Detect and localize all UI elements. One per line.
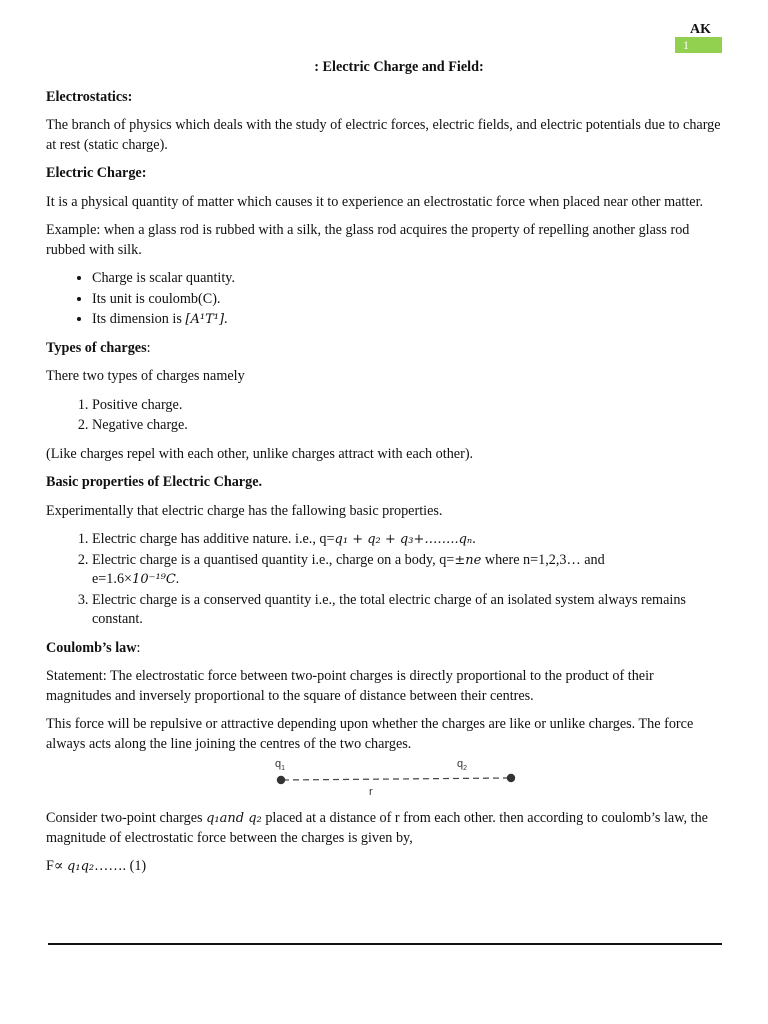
paragraph-coulomb-direction: This force will be repulsive or attractive depending upon whether the charges are like or unlike charges. The force always acts along the line joining the centres of the two charges. — [46, 716, 694, 752]
label-q2 — [457, 758, 467, 772]
heading-suffix: : — [136, 639, 141, 656]
header-author: AK — [690, 22, 711, 37]
paragraph-charge-definition: It is a physical quantity of matter which causes it to experience an electrostatic force when placed near other matter. — [46, 193, 704, 210]
list-item: • Charge is scalar quantity. — [92, 269, 722, 289]
list-item — [92, 530, 722, 550]
label-q2-letter: q — [457, 758, 464, 770]
charge-bullet-list — [46, 269, 722, 330]
electron-charge-formula: 10⁻¹⁹C. — [132, 572, 180, 587]
label-q1-sub: 1 — [281, 765, 286, 772]
document-body — [46, 58, 722, 886]
heading-suffix: : — [146, 339, 151, 356]
paragraph-electrostatics: The branch of physics which deals with the study of electric forces, electric fields, and electric potentials due to charge at rest (static charge). — [46, 117, 721, 153]
list-item-end: . — [224, 311, 228, 327]
equation-1 — [46, 857, 722, 877]
list-item — [92, 551, 722, 590]
paragraph-coulomb-statement: Statement: The electrostatic force between two-point charges is directly proportional to the product of their magnitudes and inversely proportional to the square of distance between their centres. — [46, 668, 654, 704]
charge-separation-figure — [271, 755, 531, 801]
heading-electrostatics: Electrostatics: — [46, 88, 133, 105]
page-number-badge: 1 — [675, 37, 722, 53]
heading-coulombs-law — [46, 639, 722, 659]
list-item-text-line2: e=1.6× — [92, 571, 133, 587]
list-item: 2. Negative charge. — [92, 416, 722, 436]
heading-text: Coulomb’s law — [46, 639, 137, 656]
list-item: 1. Positive charge. — [92, 396, 722, 416]
distance-dashed-line — [283, 778, 507, 780]
additive-formula: q₁ + q₂ + q₃+……..qₙ — [334, 532, 473, 547]
heading-types-of-charges — [46, 339, 722, 359]
paragraph-properties-intro: Experimentally that electric charge has the fallowing basic properties. — [46, 502, 443, 519]
dimension-formula: [A¹T¹] — [185, 312, 225, 327]
list-item-rest: where n=1,2,3… and — [481, 551, 605, 568]
equation-end: ……. (1) — [94, 858, 147, 874]
text-consider-start: Consider two-point charges — [46, 810, 207, 826]
paragraph-charge-example: Example: when a glass rod is rubbed with a silk, the glass rod acquires the property of repelling another glass rod rubbed with silk. — [46, 222, 690, 258]
label-q1 — [275, 758, 285, 772]
paragraph-coulomb-consider — [46, 809, 722, 848]
list-item: • Its unit is coulomb(C). — [92, 290, 722, 310]
heading-text: Types of charges — [46, 339, 147, 356]
text-consider-end: placed at a distance of r from each other. then according to coulomb’s law, the magnitude of electrostatic force between the charges is given by, — [46, 810, 708, 846]
page-title: : Electric Charge and Field: — [314, 59, 484, 75]
charge-q2-dot — [507, 774, 515, 782]
list-item-text: Electric charge is a quantised quantity i.e., charge on a body, q= — [92, 551, 455, 568]
label-q2-sub: 2 — [463, 765, 468, 772]
types-ordered-list — [46, 396, 722, 436]
label-q1-letter: q — [275, 758, 282, 770]
footer-rule — [48, 943, 722, 945]
paragraph-types-intro: There two types of charges namely — [46, 368, 245, 384]
equation-start: F∝ — [46, 858, 68, 874]
list-item: 3. Electric charge is a conserved quantity i.e., the total electric charge of an isolated system always remains constant. — [92, 591, 722, 630]
charges-formula: q₁and q₂ — [206, 811, 262, 826]
paragraph-types-note: (Like charges repel with each other, unlike charges attract with each other). — [46, 445, 474, 462]
list-item — [92, 310, 722, 330]
list-item-text: Electric charge has additive nature. i.e., q= — [92, 531, 335, 547]
list-item-text: Its dimension is — [92, 311, 186, 327]
charge-q1-dot — [277, 776, 285, 784]
product-formula: q₁q₂ — [67, 859, 95, 874]
quantisation-formula: ±ne — [454, 552, 482, 568]
label-r: r — [369, 786, 373, 798]
heading-basic-properties: Basic properties of Electric Charge. — [46, 474, 263, 490]
two-charges-diagram — [46, 758, 722, 803]
list-item-end: . — [472, 531, 476, 547]
properties-ordered-list — [46, 530, 722, 630]
heading-electric-charge: Electric Charge: — [46, 165, 147, 181]
